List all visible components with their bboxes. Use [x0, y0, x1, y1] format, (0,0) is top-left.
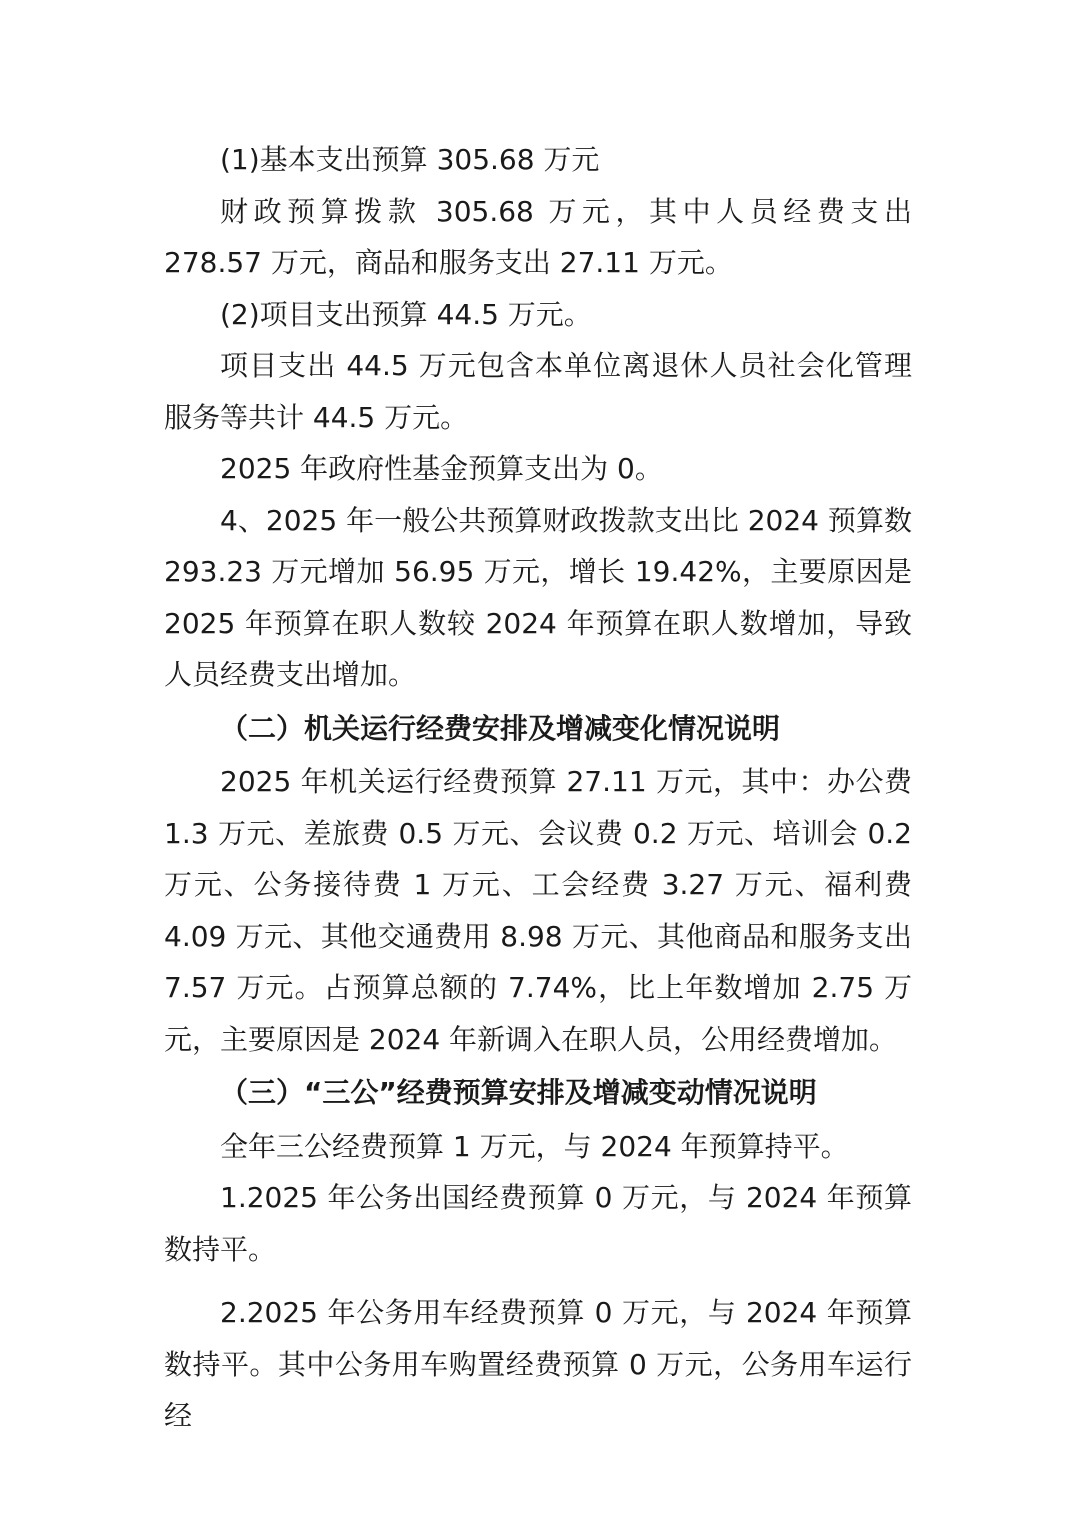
paragraph-overseas-travel: 1.2025 年公务出国经费预算 0 万元，与 2024 年预算数持平。 [164, 1181, 912, 1266]
document-body [164, 134, 912, 1442]
paragraph-official-vehicles: 2.2025 年公务用车经费预算 0 万元，与 2024 年预算数持平。其中公务用车购置经费预算 0 万元，公务用车运行经 [164, 1296, 912, 1432]
paragraph-basic-expenditure: (1)基本支出预算 305.68 万元 [220, 143, 600, 176]
paragraph-project-expenditure: (2)项目支出预算 44.5 万元。 [220, 297, 592, 331]
paragraph-budget-comparison: 4、2025 年一般公共预算财政拨款支出比 2024 预算数 293.23 万元增加 56.95 万元，增长 19.42%，主要原因是 2025 年预算在职人数较 2024 年预算在职人数增加，导致人员经费支出增加。 [164, 503, 912, 691]
paragraph-fiscal-allocation: 财政预算拨款 305.68 万元，其中人员经费支出 278.57 万元，商品和服务支出 27.11 万元。 [164, 194, 912, 279]
paragraph-three-public-total: 全年三公经费预算 1 万元，与 2024 年预算持平。 [220, 1129, 849, 1163]
section-heading-operating-costs: （二）机关运行经费安排及增减变化情况说明 [220, 711, 781, 745]
paragraph-project-detail: 项目支出 44.5 万元包含本单位离退休人员社会化管理服务等共计 44.5 万元。 [164, 349, 912, 434]
section-heading-three-public: （三）“三公”经费预算安排及增减变动情况说明 [220, 1076, 817, 1109]
paragraph-operating-costs: 2025 年机关运行经费预算 27.11 万元，其中：办公费 1.3 万元、差旅费 0.5 万元、会议费 0.2 万元、培训会 0.2 万元、公务接待费 1 万元、工会经费 3.27 万元、福利费 4.09 万元、其他交通费用 8.98 万元、其他商品和服务支出 7.57 万元。占预算总额的 7.74%，比上年数增加 2.75 万元，主要原因是 2024 年新调入在职人员，公用经费增加。 [164, 765, 912, 1056]
paragraph-government-fund: 2025 年政府性基金预算支出为 0。 [220, 452, 663, 485]
